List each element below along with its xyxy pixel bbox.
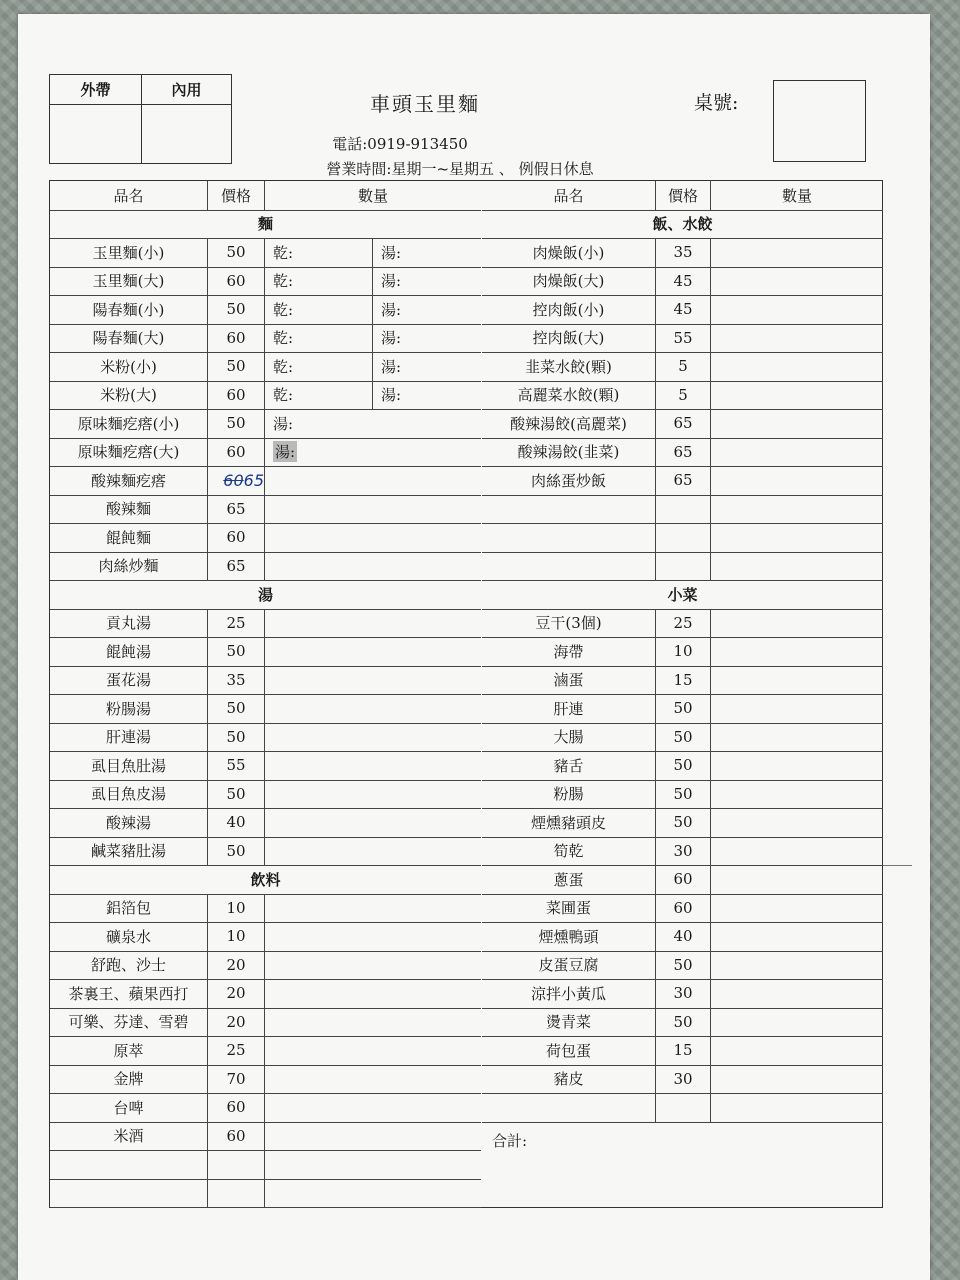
item-price: 10	[208, 922, 265, 951]
qty-field[interactable]	[265, 979, 481, 1008]
item-price: 50	[208, 780, 265, 809]
item-name: 餛飩麵	[50, 523, 208, 552]
item-price	[208, 1150, 265, 1179]
qty-field[interactable]	[711, 780, 883, 809]
shop-phone: 電話:0919-913450	[332, 135, 468, 153]
item-price: 40	[208, 808, 265, 837]
qty-field[interactable]	[265, 409, 481, 438]
menu-item-row	[482, 409, 883, 439]
item-name: 酸辣湯餃(韭菜)	[482, 438, 656, 467]
menu-item-row	[482, 609, 883, 639]
menu-item-row	[482, 637, 883, 667]
item-name: 虱目魚肚湯	[50, 751, 208, 780]
qty-field[interactable]	[711, 1008, 883, 1037]
dinein-label: 內用	[142, 75, 231, 105]
qty-field[interactable]	[711, 979, 883, 1008]
column-price-header: 價格	[656, 181, 711, 210]
item-price: 50	[208, 295, 265, 324]
qty-field[interactable]	[265, 1179, 481, 1208]
item-name: 肉燥飯(小)	[482, 238, 656, 267]
qty-field[interactable]	[711, 694, 883, 723]
item-price: 70	[208, 1065, 265, 1094]
section-title-row	[482, 580, 883, 610]
item-price: 30	[656, 979, 711, 1008]
dinein-checkbox[interactable]	[142, 105, 231, 163]
qty-field[interactable]	[265, 808, 481, 837]
qty-dry-field[interactable]: 乾:	[265, 381, 373, 410]
item-name	[482, 1093, 656, 1122]
old-price: 60	[223, 470, 244, 490]
item-price: 35	[656, 238, 711, 267]
menu-item-row	[482, 495, 883, 525]
qty-field[interactable]	[711, 951, 883, 980]
item-name: 高麗菜水餃(顆)	[482, 381, 656, 410]
item-name: 金牌	[50, 1065, 208, 1094]
section-title-row	[50, 865, 481, 895]
item-price: 45	[656, 267, 711, 296]
menu-item-row	[50, 523, 481, 553]
menu-item-row	[482, 295, 883, 325]
qty-field[interactable]	[265, 495, 481, 524]
item-name: 鋁箔包	[50, 894, 208, 923]
item-price: 50	[656, 723, 711, 752]
column-name-header: 品名	[482, 181, 656, 210]
item-price: 15	[656, 666, 711, 695]
item-name	[482, 523, 656, 552]
qty-field[interactable]	[711, 381, 883, 410]
item-name: 可樂、芬達、雪碧	[50, 1008, 208, 1037]
item-price: 60	[208, 381, 265, 410]
item-price: 40	[656, 922, 711, 951]
qty-soup-field[interactable]: 湯:	[381, 357, 402, 376]
menu-item-row	[50, 238, 481, 268]
item-name: 海帶	[482, 637, 656, 666]
item-name: 皮蛋豆腐	[482, 951, 656, 980]
menu-item-row	[482, 438, 883, 468]
item-price: 65	[208, 552, 265, 581]
item-price: 60	[208, 438, 265, 467]
table-number-field[interactable]	[773, 80, 866, 162]
item-price: 30	[656, 837, 711, 866]
item-price	[656, 495, 711, 524]
item-name: 鹹菜豬肚湯	[50, 837, 208, 866]
menu-item-row	[482, 238, 883, 268]
section-title-row	[482, 210, 883, 240]
column-price-header: 價格	[208, 181, 265, 210]
qty-dry-field[interactable]: 乾:	[265, 295, 373, 324]
item-price: 45	[656, 295, 711, 324]
qty-dry-field[interactable]: 乾:	[265, 267, 373, 296]
item-price: 25	[656, 609, 711, 638]
qty-field[interactable]	[711, 609, 883, 638]
takeout-checkbox[interactable]	[50, 105, 142, 163]
menu-item-row	[50, 808, 481, 838]
item-price: 60	[208, 523, 265, 552]
item-price: 50	[208, 694, 265, 723]
qty-soup-field[interactable]: 湯:	[381, 386, 402, 405]
menu-item-row	[50, 409, 481, 439]
qty-field[interactable]	[711, 637, 883, 666]
item-price: 50	[208, 238, 265, 267]
item-name: 蛋花湯	[50, 666, 208, 695]
qty-field[interactable]	[265, 1065, 481, 1094]
shop-name: 車頭玉里麵	[370, 92, 480, 116]
total-label: 合計:	[492, 1131, 528, 1150]
menu-item-row	[50, 552, 481, 582]
qty-field[interactable]	[265, 1122, 481, 1151]
item-name: 舒跑、沙士	[50, 951, 208, 980]
qty-field[interactable]	[711, 1093, 883, 1122]
menu-item-row	[50, 694, 481, 724]
menu-item-row	[50, 666, 481, 696]
menu-item-row	[50, 637, 481, 667]
item-price	[208, 466, 265, 495]
divider	[880, 865, 912, 866]
item-name: 涼拌小黃瓜	[482, 979, 656, 1008]
item-name: 台啤	[50, 1093, 208, 1122]
qty-field[interactable]	[265, 694, 481, 723]
menu-item-row	[50, 267, 481, 297]
qty-field[interactable]	[711, 552, 883, 581]
item-name: 米粉(小)	[50, 352, 208, 381]
column-qty-header: 數量	[781, 186, 812, 205]
item-price: 20	[208, 951, 265, 980]
menu-item-row	[482, 922, 883, 952]
item-name: 控肉飯(大)	[482, 324, 656, 353]
qty-field[interactable]	[711, 865, 883, 894]
item-price: 60	[656, 865, 711, 894]
qty-field[interactable]	[265, 552, 481, 581]
item-name: 茶裏王、蘋果西打	[50, 979, 208, 1008]
qty-field[interactable]	[265, 1008, 481, 1037]
qty-field[interactable]	[265, 922, 481, 951]
qty-soup-field[interactable]: 湯:	[381, 272, 402, 291]
item-price	[656, 552, 711, 581]
qty-soup-label: 湯:	[273, 414, 294, 433]
item-name: 玉里麵(小)	[50, 238, 208, 267]
qty-soup-field[interactable]: 湯:	[381, 243, 402, 262]
item-name: 控肉飯(小)	[482, 295, 656, 324]
qty-field[interactable]	[265, 894, 481, 923]
qty-field[interactable]	[711, 922, 883, 951]
item-price: 50	[656, 780, 711, 809]
column-header-row	[50, 181, 481, 211]
item-name: 原味麵疙瘩(大)	[50, 438, 208, 467]
qty-field[interactable]	[265, 466, 481, 495]
column-header-row	[482, 181, 883, 211]
takeout-label: 外帶	[50, 75, 142, 105]
qty-field[interactable]	[711, 1065, 883, 1094]
item-name: 肝連	[482, 694, 656, 723]
menu-item-row	[482, 865, 883, 895]
qty-field[interactable]	[711, 267, 883, 296]
menu-item-row	[50, 609, 481, 639]
section-title: 飯、水餃	[652, 215, 713, 234]
item-name: 酸辣湯	[50, 808, 208, 837]
qty-field[interactable]	[711, 238, 883, 267]
item-name	[482, 495, 656, 524]
menu-item-row	[50, 352, 481, 382]
qty-soup-field[interactable]: 湯:	[381, 329, 402, 348]
menu-item-row	[50, 381, 481, 411]
menu-item-row	[50, 1036, 481, 1066]
menu-item-row	[482, 837, 883, 867]
qty-dry-field[interactable]: 乾:	[265, 324, 373, 353]
item-name	[50, 1179, 208, 1208]
item-price: 60	[208, 267, 265, 296]
qty-field[interactable]	[711, 495, 883, 524]
item-price: 50	[208, 837, 265, 866]
menu-item-row	[482, 979, 883, 1009]
menu-item-row	[482, 751, 883, 781]
item-price: 50	[208, 352, 265, 381]
item-price: 35	[208, 666, 265, 695]
item-price: 65	[656, 409, 711, 438]
qty-field[interactable]	[711, 409, 883, 438]
menu-item-row	[482, 352, 883, 382]
qty-field[interactable]	[711, 894, 883, 923]
section-title: 飲料	[250, 870, 281, 889]
qty-field[interactable]	[265, 951, 481, 980]
item-price	[656, 523, 711, 552]
item-name: 酸辣湯餃(高麗菜)	[482, 409, 656, 438]
item-name: 原味麵疙瘩(小)	[50, 409, 208, 438]
section-title: 麵	[257, 215, 273, 234]
item-name: 餛飩湯	[50, 637, 208, 666]
menu-item-row	[482, 1065, 883, 1095]
qty-field[interactable]	[265, 751, 481, 780]
item-name: 陽春麵(小)	[50, 295, 208, 324]
item-price: 65	[656, 438, 711, 467]
qty-field[interactable]	[265, 609, 481, 638]
menu-item-row	[482, 808, 883, 838]
item-price: 30	[656, 1065, 711, 1094]
menu-item-row	[482, 780, 883, 810]
menu-item-row	[50, 466, 481, 496]
business-hours: 營業時間:星期一~星期五 、 例假日休息	[326, 160, 594, 178]
menu-item-row	[482, 723, 883, 753]
qty-field[interactable]	[265, 666, 481, 695]
item-price	[656, 1093, 711, 1122]
item-price: 60	[208, 1122, 265, 1151]
menu-item-row	[50, 1093, 481, 1123]
item-price: 65	[656, 466, 711, 495]
item-name: 肉絲炒麵	[50, 552, 208, 581]
item-name: 滷蛋	[482, 666, 656, 695]
item-price: 60	[208, 324, 265, 353]
item-price: 50	[208, 723, 265, 752]
qty-soup-field[interactable]: 湯:	[381, 300, 402, 319]
qty-field[interactable]	[711, 1036, 883, 1065]
qty-field[interactable]	[711, 666, 883, 695]
menu-item-row	[482, 1036, 883, 1066]
menu-item-row	[482, 1093, 883, 1123]
item-price: 15	[656, 1036, 711, 1065]
item-name: 燙青菜	[482, 1008, 656, 1037]
item-price: 50	[656, 751, 711, 780]
item-price: 20	[208, 979, 265, 1008]
item-name: 礦泉水	[50, 922, 208, 951]
item-price: 55	[208, 751, 265, 780]
menu-item-row	[50, 1122, 481, 1152]
item-name: 煙燻豬頭皮	[482, 808, 656, 837]
item-price	[208, 1179, 265, 1208]
item-name	[482, 552, 656, 581]
item-name: 貢丸湯	[50, 609, 208, 638]
item-price: 20	[208, 1008, 265, 1037]
menu-item-row	[50, 723, 481, 753]
menu-item-row	[50, 1150, 481, 1180]
item-name: 筍乾	[482, 837, 656, 866]
qty-field[interactable]	[265, 1093, 481, 1122]
qty-field[interactable]	[711, 837, 883, 866]
item-price: 10	[208, 894, 265, 923]
item-price: 50	[656, 694, 711, 723]
item-name: 肉絲蛋炒飯	[482, 466, 656, 495]
menu-item-row	[50, 1008, 481, 1038]
item-price: 25	[208, 609, 265, 638]
menu-grid	[49, 180, 883, 1208]
item-price: 60	[208, 1093, 265, 1122]
menu-item-row	[50, 922, 481, 952]
item-price: 60	[656, 894, 711, 923]
item-name: 虱目魚皮湯	[50, 780, 208, 809]
item-name: 粉腸	[482, 780, 656, 809]
menu-item-row	[50, 324, 481, 354]
column-qty-header: 數量	[357, 186, 388, 205]
menu-item-row	[482, 894, 883, 924]
menu-item-row	[482, 267, 883, 297]
item-name: 大腸	[482, 723, 656, 752]
item-name: 酸辣麵疙瘩	[50, 466, 208, 495]
section-title-row	[50, 580, 481, 610]
menu-item-row	[50, 894, 481, 924]
qty-field[interactable]	[265, 523, 481, 552]
column-name-header: 品名	[50, 181, 208, 210]
qty-field[interactable]	[711, 751, 883, 780]
item-name: 韭菜水餃(顆)	[482, 352, 656, 381]
item-name: 豬皮	[482, 1065, 656, 1094]
qty-dry-field[interactable]: 乾:	[265, 352, 373, 381]
item-name: 米粉(大)	[50, 381, 208, 410]
qty-field[interactable]	[265, 723, 481, 752]
item-name: 肝連湯	[50, 723, 208, 752]
item-name: 米酒	[50, 1122, 208, 1151]
total-area[interactable]	[482, 1122, 883, 1208]
item-price: 50	[208, 637, 265, 666]
menu-item-row	[50, 979, 481, 1009]
item-name: 粉腸湯	[50, 694, 208, 723]
menu-item-row	[50, 295, 481, 325]
menu-item-row	[50, 1179, 481, 1209]
menu-item-row	[50, 1065, 481, 1095]
menu-item-row	[50, 438, 481, 468]
menu-item-row	[482, 951, 883, 981]
menu-item-row	[482, 666, 883, 696]
table-number-label: 桌號:	[694, 92, 739, 114]
menu-item-row	[482, 1008, 883, 1038]
item-name: 蔥蛋	[482, 865, 656, 894]
qty-dry-field[interactable]: 乾:	[265, 238, 373, 267]
item-name: 原萃	[50, 1036, 208, 1065]
order-type-box	[49, 74, 232, 164]
item-name: 豆干(3個)	[482, 609, 656, 638]
menu-item-row	[50, 495, 481, 525]
qty-field[interactable]	[265, 438, 481, 467]
item-name	[50, 1150, 208, 1179]
item-price: 25	[208, 1036, 265, 1065]
qty-field[interactable]	[265, 637, 481, 666]
item-name: 煙燻鴨頭	[482, 922, 656, 951]
qty-field[interactable]	[265, 780, 481, 809]
item-price: 50	[656, 808, 711, 837]
menu-item-row	[482, 552, 883, 582]
item-price: 10	[656, 637, 711, 666]
section-title-row	[50, 210, 481, 240]
qty-field[interactable]	[265, 837, 481, 866]
qty-field[interactable]	[711, 324, 883, 353]
item-price: 50	[656, 951, 711, 980]
section-title: 小菜	[667, 585, 698, 604]
item-price: 5	[656, 352, 711, 381]
qty-field[interactable]	[711, 523, 883, 552]
qty-field[interactable]	[711, 466, 883, 495]
item-name: 肉燥飯(大)	[482, 267, 656, 296]
item-name: 陽春麵(大)	[50, 324, 208, 353]
menu-item-row	[482, 381, 883, 411]
item-name: 菜圃蛋	[482, 894, 656, 923]
item-name: 玉里麵(大)	[50, 267, 208, 296]
item-price: 55	[656, 324, 711, 353]
item-price: 50	[656, 1008, 711, 1037]
menu-item-row	[482, 694, 883, 724]
menu-item-row	[50, 780, 481, 810]
qty-field[interactable]	[265, 1150, 481, 1179]
qty-soup-label: 湯:	[275, 443, 296, 462]
item-price: 65	[208, 495, 265, 524]
item-name: 豬舌	[482, 751, 656, 780]
qty-field[interactable]	[711, 295, 883, 324]
qty-field[interactable]	[711, 438, 883, 467]
qty-field[interactable]	[265, 1036, 481, 1065]
qty-field[interactable]	[711, 723, 883, 752]
item-price: 50	[208, 409, 265, 438]
menu-item-row	[482, 523, 883, 553]
menu-item-row	[482, 466, 883, 496]
item-name: 荷包蛋	[482, 1036, 656, 1065]
qty-field[interactable]	[711, 808, 883, 837]
menu-item-row	[50, 951, 481, 981]
item-price: 5	[656, 381, 711, 410]
item-name: 酸辣麵	[50, 495, 208, 524]
menu-item-row	[50, 837, 481, 867]
new-price: 65	[243, 470, 264, 490]
menu-item-row	[50, 751, 481, 781]
section-title: 湯	[257, 585, 273, 604]
qty-field[interactable]	[711, 352, 883, 381]
menu-item-row	[482, 324, 883, 354]
